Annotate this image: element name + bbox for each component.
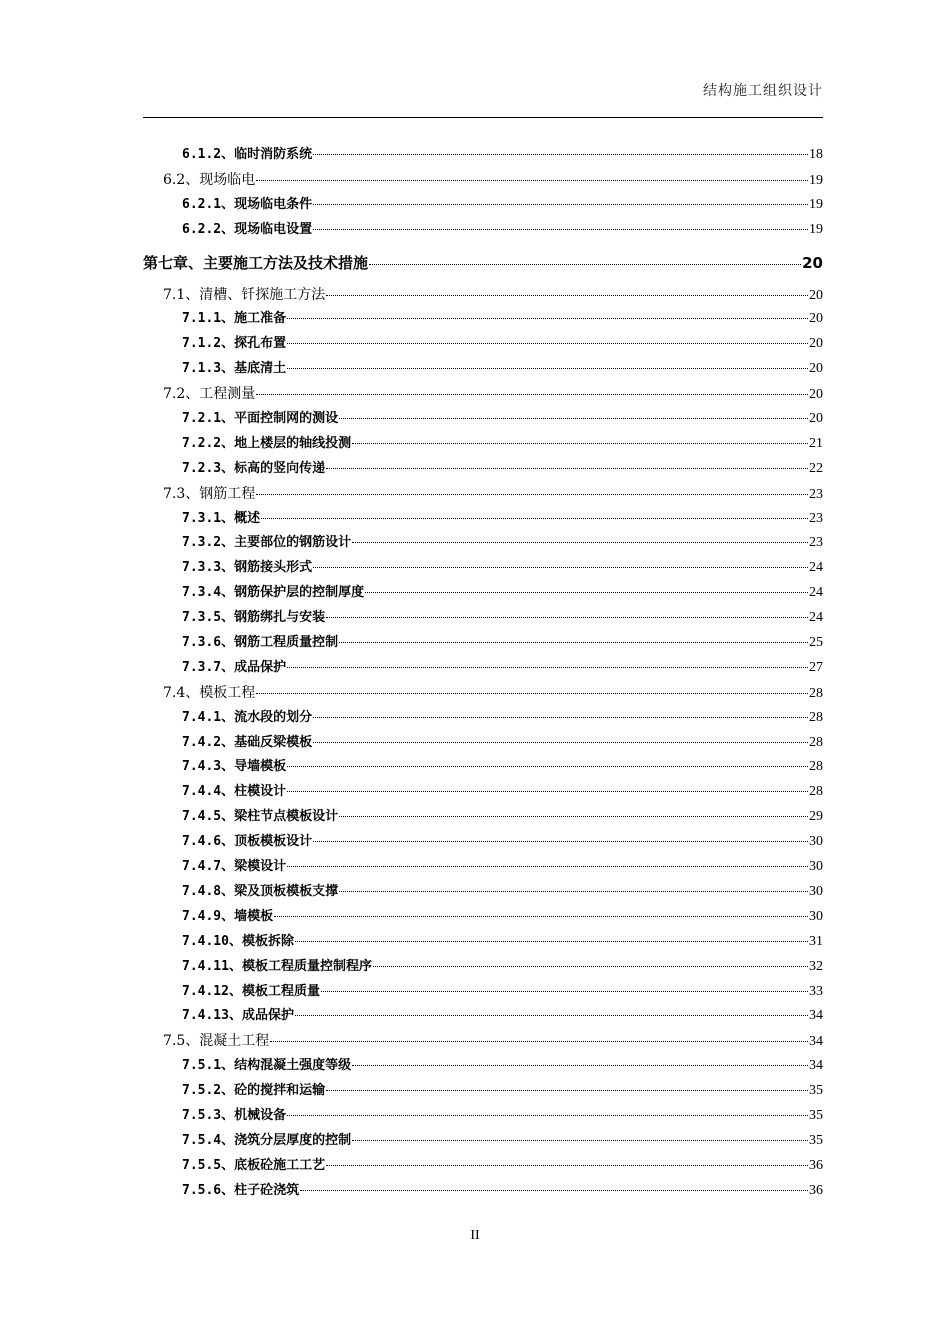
toc-entry[interactable] [143,706,823,731]
toc-entry-label: 7.4.5、梁柱节点模板设计 [182,809,339,825]
toc-entry[interactable] [143,482,823,507]
toc-entry-page: 36 [809,1157,823,1173]
toc-dot-leader [313,742,808,743]
toc-entry-label: 7.4.6、顶板模板设计 [182,834,313,850]
toc-entry[interactable] [143,243,823,283]
toc-entry-label: 7.3.5、钢筋绑扎与安装 [182,610,326,626]
toc-entry-label: 7.5.4、浇筑分层厚度的控制 [182,1132,352,1148]
toc-entry-page: 33 [809,983,823,999]
toc-entry[interactable] [143,193,823,218]
toc-dot-leader [295,1015,808,1016]
toc-dot-leader [287,667,808,668]
toc-entry-label: 7.5.2、砼的搅拌和运输 [182,1083,326,1099]
toc-entry-label: 7.4.11、模板工程质量控制程序 [182,958,372,974]
toc-dot-leader [373,966,808,967]
toc-entry-label: 7.3.7、成品保护 [182,659,287,675]
toc-entry-page: 18 [809,147,823,162]
toc-entry[interactable] [143,218,823,243]
toc-entry[interactable] [143,631,823,656]
toc-entry-page: 28 [809,784,823,800]
toc-dot-leader [352,1065,808,1066]
toc-entry-page: 29 [809,809,823,825]
toc-entry[interactable] [143,1154,823,1179]
toc-dot-leader [256,693,808,694]
toc-entry-page: 30 [809,859,823,875]
toc-entry[interactable] [143,283,823,308]
toc-dot-leader [274,916,808,917]
toc-entry-page: 32 [809,958,823,974]
toc-entry-label: 7.3.1、概述 [182,510,261,526]
page-header-title: 结构施工组织设计 [703,83,823,99]
toc-entry[interactable] [143,382,823,407]
toc-entry-page: 28 [809,685,823,701]
toc-dot-leader [365,592,808,593]
toc-entry-label: 7.2.1、平面控制网的测设 [182,411,339,427]
toc-entry-page: 19 [809,221,823,237]
toc-entry-page: 28 [809,734,823,750]
toc-dot-leader [256,394,808,395]
toc-entry-label: 7.2、工程测量 [163,386,256,403]
toc-entry[interactable] [143,1104,823,1129]
toc-entry-page: 24 [809,560,823,576]
toc-entry[interactable] [143,805,823,830]
toc-dot-leader [287,343,808,344]
toc-entry-label: 7.5.5、底板砼施工工艺 [182,1157,326,1173]
toc-entry-label: 7.3.6、钢筋工程质量控制 [182,635,339,651]
toc-entry-page: 30 [809,908,823,924]
toc-entry-page: 22 [809,460,823,476]
toc-dot-leader [321,991,808,992]
toc-entry-label: 7.1、清槽、钎探施工方法 [163,286,326,303]
toc-entry-page: 20 [809,336,823,352]
toc-entry[interactable] [143,143,823,168]
toc-entry[interactable] [143,556,823,581]
toc-entry-page: 20 [802,253,823,272]
toc-entry-label: 7.3、钢筋工程 [163,485,256,502]
toc-entry-page: 25 [809,635,823,651]
toc-entry-page: 19 [809,172,823,188]
toc-entry-page: 31 [809,933,823,949]
toc-entry-page: 27 [809,659,823,675]
toc-dot-leader [256,494,808,495]
toc-entry-page: 35 [809,1083,823,1099]
toc-dot-leader [326,1090,808,1091]
toc-entry[interactable] [143,1079,823,1104]
toc-entry[interactable] [143,332,823,357]
toc-dot-leader [352,542,808,543]
toc-entry-label: 7.4.12、模板工程质量 [182,983,320,999]
toc-entry[interactable] [143,755,823,780]
toc-dot-leader [313,717,808,718]
toc-entry[interactable] [143,357,823,382]
toc-entry-page: 28 [809,759,823,775]
toc-entry-label: 7.3.2、主要部位的钢筋设计 [182,535,352,551]
header-rule [143,117,823,118]
toc-entry-label: 7.4.7、梁模设计 [182,859,287,875]
toc-dot-leader [352,443,808,444]
toc-entry-label: 7.4.10、模板拆除 [182,933,294,949]
toc-entry-page: 20 [809,361,823,377]
toc-entry[interactable] [143,606,823,631]
toc-dot-leader [339,418,808,419]
toc-entry-label: 7.4.2、基础反梁模板 [182,734,313,750]
toc-dot-leader [300,1190,808,1191]
toc-dot-leader [369,264,801,265]
toc-dot-leader [287,1115,808,1116]
toc-entry-label: 7.1.3、基底清土 [182,361,287,377]
toc-entry-page: 20 [809,287,823,303]
footer-page-number: II [470,1228,480,1243]
toc-entry-page: 19 [809,196,823,212]
toc-entry-page: 28 [809,709,823,725]
toc-dot-leader [287,791,808,792]
toc-entry[interactable] [143,780,823,805]
toc-entry[interactable] [143,432,823,457]
toc-dot-leader [313,154,808,155]
toc-dot-leader [326,1165,808,1166]
toc-dot-leader [352,1140,808,1141]
toc-entry[interactable] [143,307,823,332]
toc-entry-label: 6.2.1、现场临电条件 [182,196,313,212]
toc-entry-label: 6.2.2、现场临电设置 [182,221,313,237]
toc-entry[interactable] [143,955,823,980]
toc-dot-leader [313,841,808,842]
toc-entry-label: 7.2.2、地上楼层的轴线投测 [182,435,352,451]
toc-dot-leader [313,204,808,205]
toc-entry-page: 20 [809,411,823,427]
toc-entry[interactable] [143,656,823,681]
toc-entry[interactable] [143,531,823,556]
toc-dot-leader [256,180,808,181]
toc-dot-leader [326,468,808,469]
toc-entry[interactable] [143,830,823,855]
toc-entry-page: 24 [809,610,823,626]
toc-entry-label: 6.2、现场临电 [163,171,256,188]
toc-entry-page: 34 [809,1034,823,1050]
toc-entry[interactable] [143,581,823,606]
toc-entry-label: 7.5.3、机械设备 [182,1107,287,1123]
toc-entry-page: 34 [809,1008,823,1024]
toc-entry[interactable] [143,507,823,532]
toc-entry-label: 7.4.3、导墙模板 [182,759,287,775]
toc-entry-label: 7.4.4、柱模设计 [182,784,287,800]
toc-entry[interactable] [143,1054,823,1079]
toc-dot-leader [339,891,808,892]
toc-dot-leader [313,567,808,568]
toc-entry-label: 7.5.6、柱子砼浇筑 [182,1182,300,1198]
toc-entry-label: 7.3.3、钢筋接头形式 [182,560,313,576]
toc-dot-leader [287,766,808,767]
toc-entry-label: 7.3.4、钢筋保护层的控制厚度 [182,585,365,601]
toc-entry-label: 7.4、模板工程 [163,684,256,701]
toc-entry-label: 第七章、主要施工方法及技术措施 [143,253,369,272]
toc-dot-leader [287,866,808,867]
toc-dot-leader [339,816,808,817]
toc-entry-label: 7.4.8、梁及顶板模板支撑 [182,883,339,899]
toc-entry[interactable] [143,731,823,756]
toc-entry-label: 7.1.2、探孔布置 [182,336,287,352]
toc-entry-label: 7.4.1、流水段的划分 [182,709,313,725]
toc-entry[interactable] [143,168,823,193]
toc-entry-page: 36 [809,1182,823,1198]
toc-entry[interactable] [143,905,823,930]
toc-entry-page: 23 [809,535,823,551]
toc-dot-leader [287,368,808,369]
toc-entry-page: 35 [809,1132,823,1148]
toc-entry[interactable] [143,880,823,905]
toc-entry[interactable] [143,681,823,706]
table-of-contents [143,143,823,1204]
toc-entry[interactable] [143,980,823,1005]
toc-entry-page: 30 [809,883,823,899]
toc-entry-page: 35 [809,1107,823,1123]
toc-entry-label: 6.1.2、临时消防系统 [182,147,313,162]
toc-dot-leader [313,229,808,230]
toc-entry-label: 7.4.9、墙模板 [182,908,274,924]
toc-entry-page: 20 [809,387,823,403]
toc-entry[interactable] [143,457,823,482]
toc-dot-leader [339,642,808,643]
toc-dot-leader [326,617,808,618]
toc-entry[interactable] [143,1029,823,1054]
toc-entry-page: 30 [809,834,823,850]
toc-entry-page: 23 [809,486,823,502]
toc-entry-page: 23 [809,510,823,526]
toc-dot-leader [287,318,808,319]
toc-entry-label: 7.1.1、施工准备 [182,311,287,327]
toc-entry-page: 20 [809,311,823,327]
toc-dot-leader [270,1041,808,1042]
toc-entry-label: 7.5.1、结构混凝土强度等级 [182,1058,352,1074]
toc-entry[interactable] [143,1179,823,1204]
toc-entry-page: 34 [809,1058,823,1074]
toc-entry[interactable] [143,407,823,432]
toc-dot-leader [261,518,808,519]
toc-entry[interactable] [143,930,823,955]
toc-entry-label: 7.4.13、成品保护 [182,1008,294,1024]
toc-entry[interactable] [143,1004,823,1029]
toc-dot-leader [326,295,808,296]
toc-entry[interactable] [143,855,823,880]
toc-entry-page: 21 [809,435,823,451]
toc-entry-page: 24 [809,585,823,601]
toc-dot-leader [295,941,808,942]
toc-entry-label: 7.5、混凝土工程 [163,1033,270,1050]
toc-entry-label: 7.2.3、标高的竖向传递 [182,460,326,476]
toc-entry[interactable] [143,1129,823,1154]
